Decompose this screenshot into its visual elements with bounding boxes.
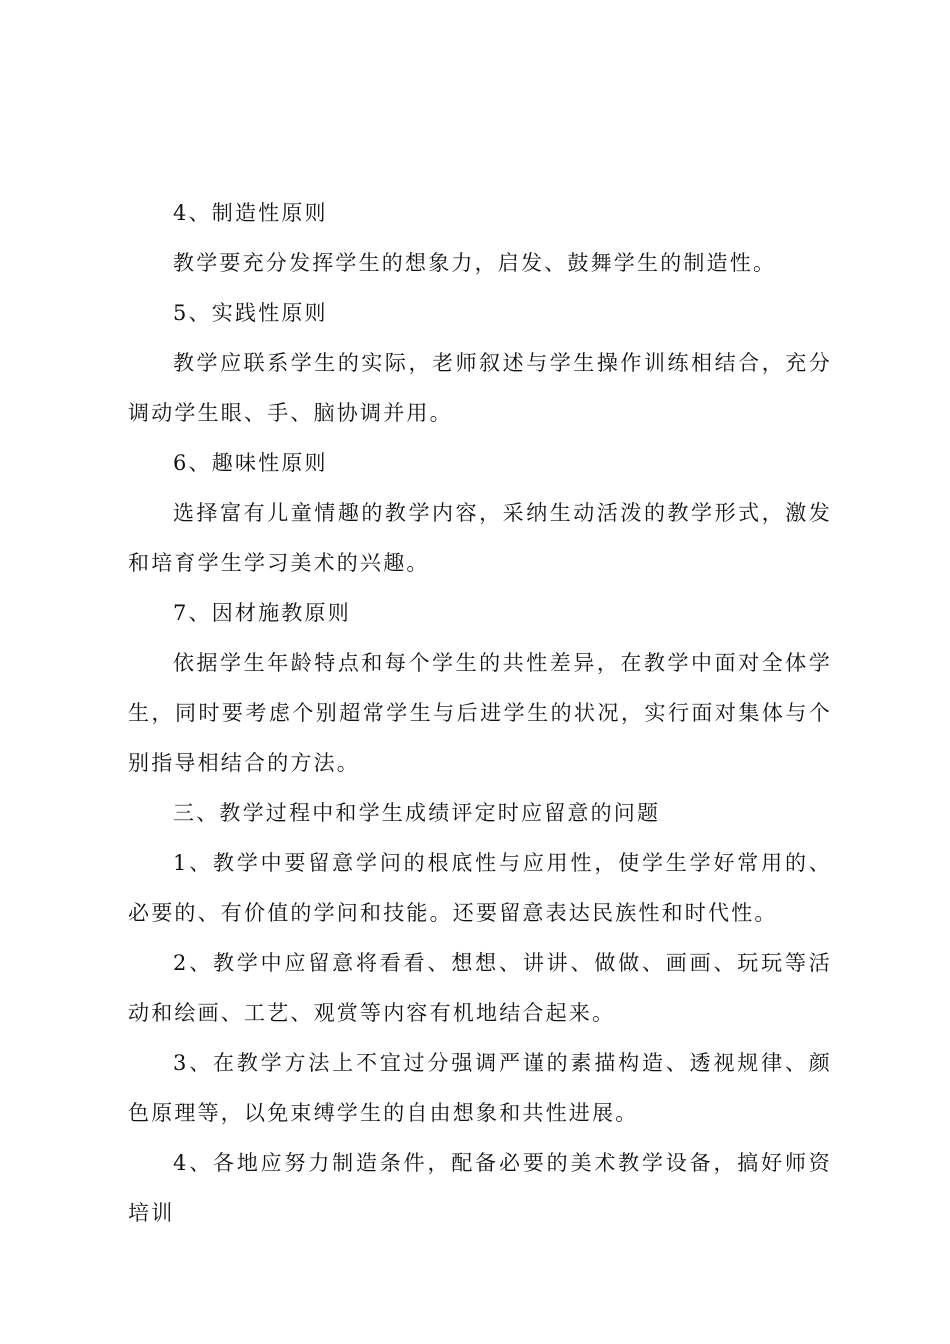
paragraph-practice: 教学应联系学生的实际，老师叙述与学生操作训练相结合，充分调动学生眼、手、脑协调并用。 — [128, 351, 832, 425]
document-body — [128, 188, 832, 1238]
paragraph-point-1: 1、教学中要留意学问的根底性与应用性，使学生学好常用的、必要的、有价值的学问和技能。还要留意表达民族性和时代性。 — [128, 851, 832, 925]
heading-practice-principle: 5、实践性原则 — [173, 301, 328, 325]
heading-individualized-teaching-principle: 7、因材施教原则 — [173, 601, 351, 625]
paragraph-interest: 选择富有儿童情趣的教学内容，采纳生动活泼的教学形式，激发和培育学生学习美术的兴趣。 — [128, 501, 832, 575]
heading-creativity-principle: 4、制造性原则 — [173, 201, 328, 225]
paragraph-point-3: 3、在教学方法上不宜过分强调严谨的素描构造、透视规律、颜色原理等，以免束缚学生的自由想象和共性进展。 — [128, 1051, 832, 1125]
paragraph-point-2: 2、教学中应留意将看看、想想、讲讲、做做、画画、玩玩等活动和绘画、工艺、观赏等内容有机地结合起来。 — [128, 951, 832, 1025]
heading-section-three: 三、教学过程中和学生成绩评定时应留意的问题 — [173, 801, 661, 825]
paragraph-creativity: 教学要充分发挥学生的想象力，启发、鼓舞学生的制造性。 — [173, 251, 777, 275]
paragraph-point-4: 4、各地应努力制造条件，配备必要的美术教学设备，搞好师资培训 — [128, 1151, 832, 1225]
paragraph-individualized-teaching: 依据学生年龄特点和每个学生的共性差异，在教学中面对全体学生，同时要考虑个别超常学生与后进学生的状况，实行面对集体与个别指导相结合的方法。 — [128, 651, 832, 775]
heading-interest-principle: 6、趣味性原则 — [173, 451, 328, 475]
